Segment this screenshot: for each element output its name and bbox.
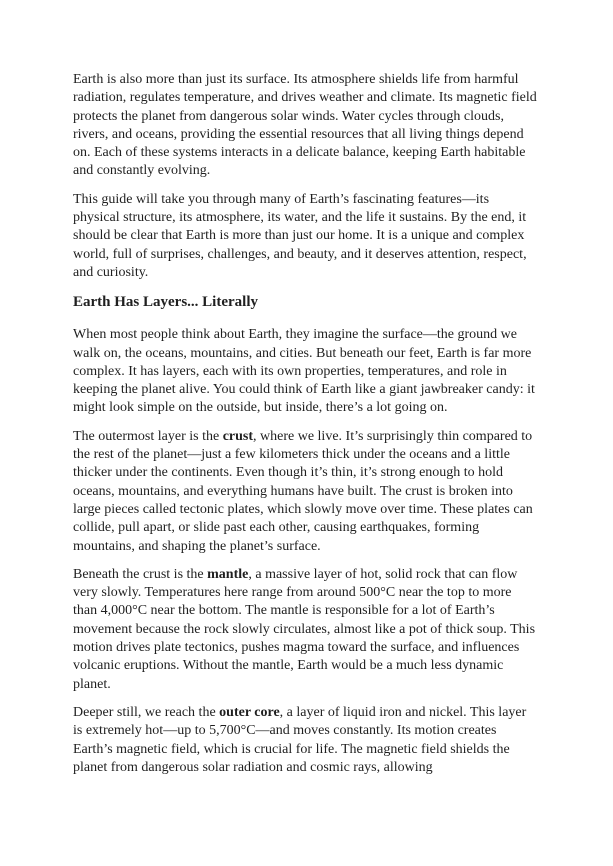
outer-core-paragraph-pre: Deeper still, we reach the [73,704,220,720]
layers-intro-paragraph: When most people think about Earth, they imagine the surface—the ground we walk on, the oceans, mountains, and cities. But beneath our feet, Earth is far more complex. It has layers, each with its own properties, temperatures, and role in keeping the planet alive. You could think of Earth like a giant jawbreaker candy: it might look simple on the outside, but inside, there’s a lot going on. [73,327,535,416]
outer-core-paragraph [73,704,539,777]
mantle-paragraph [73,566,539,694]
outer-core-term: outer core [219,704,280,720]
crust-paragraph-post: , where we live. It’s surprisingly thin compared to the rest of the planet—just a few kilometers thick under the oceans and a little thicker under the continents. Even though it’s thin, it’s strong enough to hold oceans, mountains, and everything humans have built. The crust is broken into large pieces called tectonic plates, which slowly move over time. These plates can collide, pull apart, or slide past each other, causing earthquakes, forming mountains, and shaping the planet’s surface. [73,428,533,554]
mantle-term: mantle [207,566,249,582]
crust-paragraph-pre: The outermost layer is the [73,428,223,444]
mantle-paragraph-pre: Beneath the crust is the [73,566,208,582]
crust-paragraph [73,428,539,556]
outer-core-paragraph-post: , a layer of liquid iron and nickel. This layer is extremely hot—up to 5,700°C—and moves constantly. Its motion creates Earth’s magnetic field, which is crucial for life. The magnetic field shields the planet from dangerous solar radiation and cosmic rays, allowing [73,704,527,775]
intro-paragraph-1: Earth is also more than just its surface. Its atmosphere shields life from harmful radiation, regulates temperature, and drives weather and climate. Its magnetic field protects the planet from dangerous solar winds. Water cycles through clouds, rivers, and oceans, providing the essential resources that all living things depend on. Each of these systems interacts in a delicate balance, keeping Earth habitable and constantly evolving. [73,72,537,179]
section-heading: Earth Has Layers... Literally [73,294,258,311]
intro-paragraph-2: This guide will take you through many of Earth’s fascinating features—its physical structure, its atmosphere, its water, and the life it sustains. By the end, it should be clear that Earth is more than just our home. It is a unique and complex world, full of surprises, challenges, and beauty, and it deserves attention, respect, and curiosity. [73,191,527,280]
mantle-paragraph-post: , a massive layer of hot, solid rock that can flow very slowly. Temperatures here range from around 500°C near the top to more than 4,000°C near the bottom. The mantle is responsible for a lot of Earth’s movement because the rock slowly circulates, almost like a pot of thick soup. This motion drives plate tectonics, pushes magma toward the surface, and influences volcanic eruptions. Without the mantle, Earth would be a much less dynamic planet. [73,566,536,692]
crust-term: crust [222,428,254,444]
